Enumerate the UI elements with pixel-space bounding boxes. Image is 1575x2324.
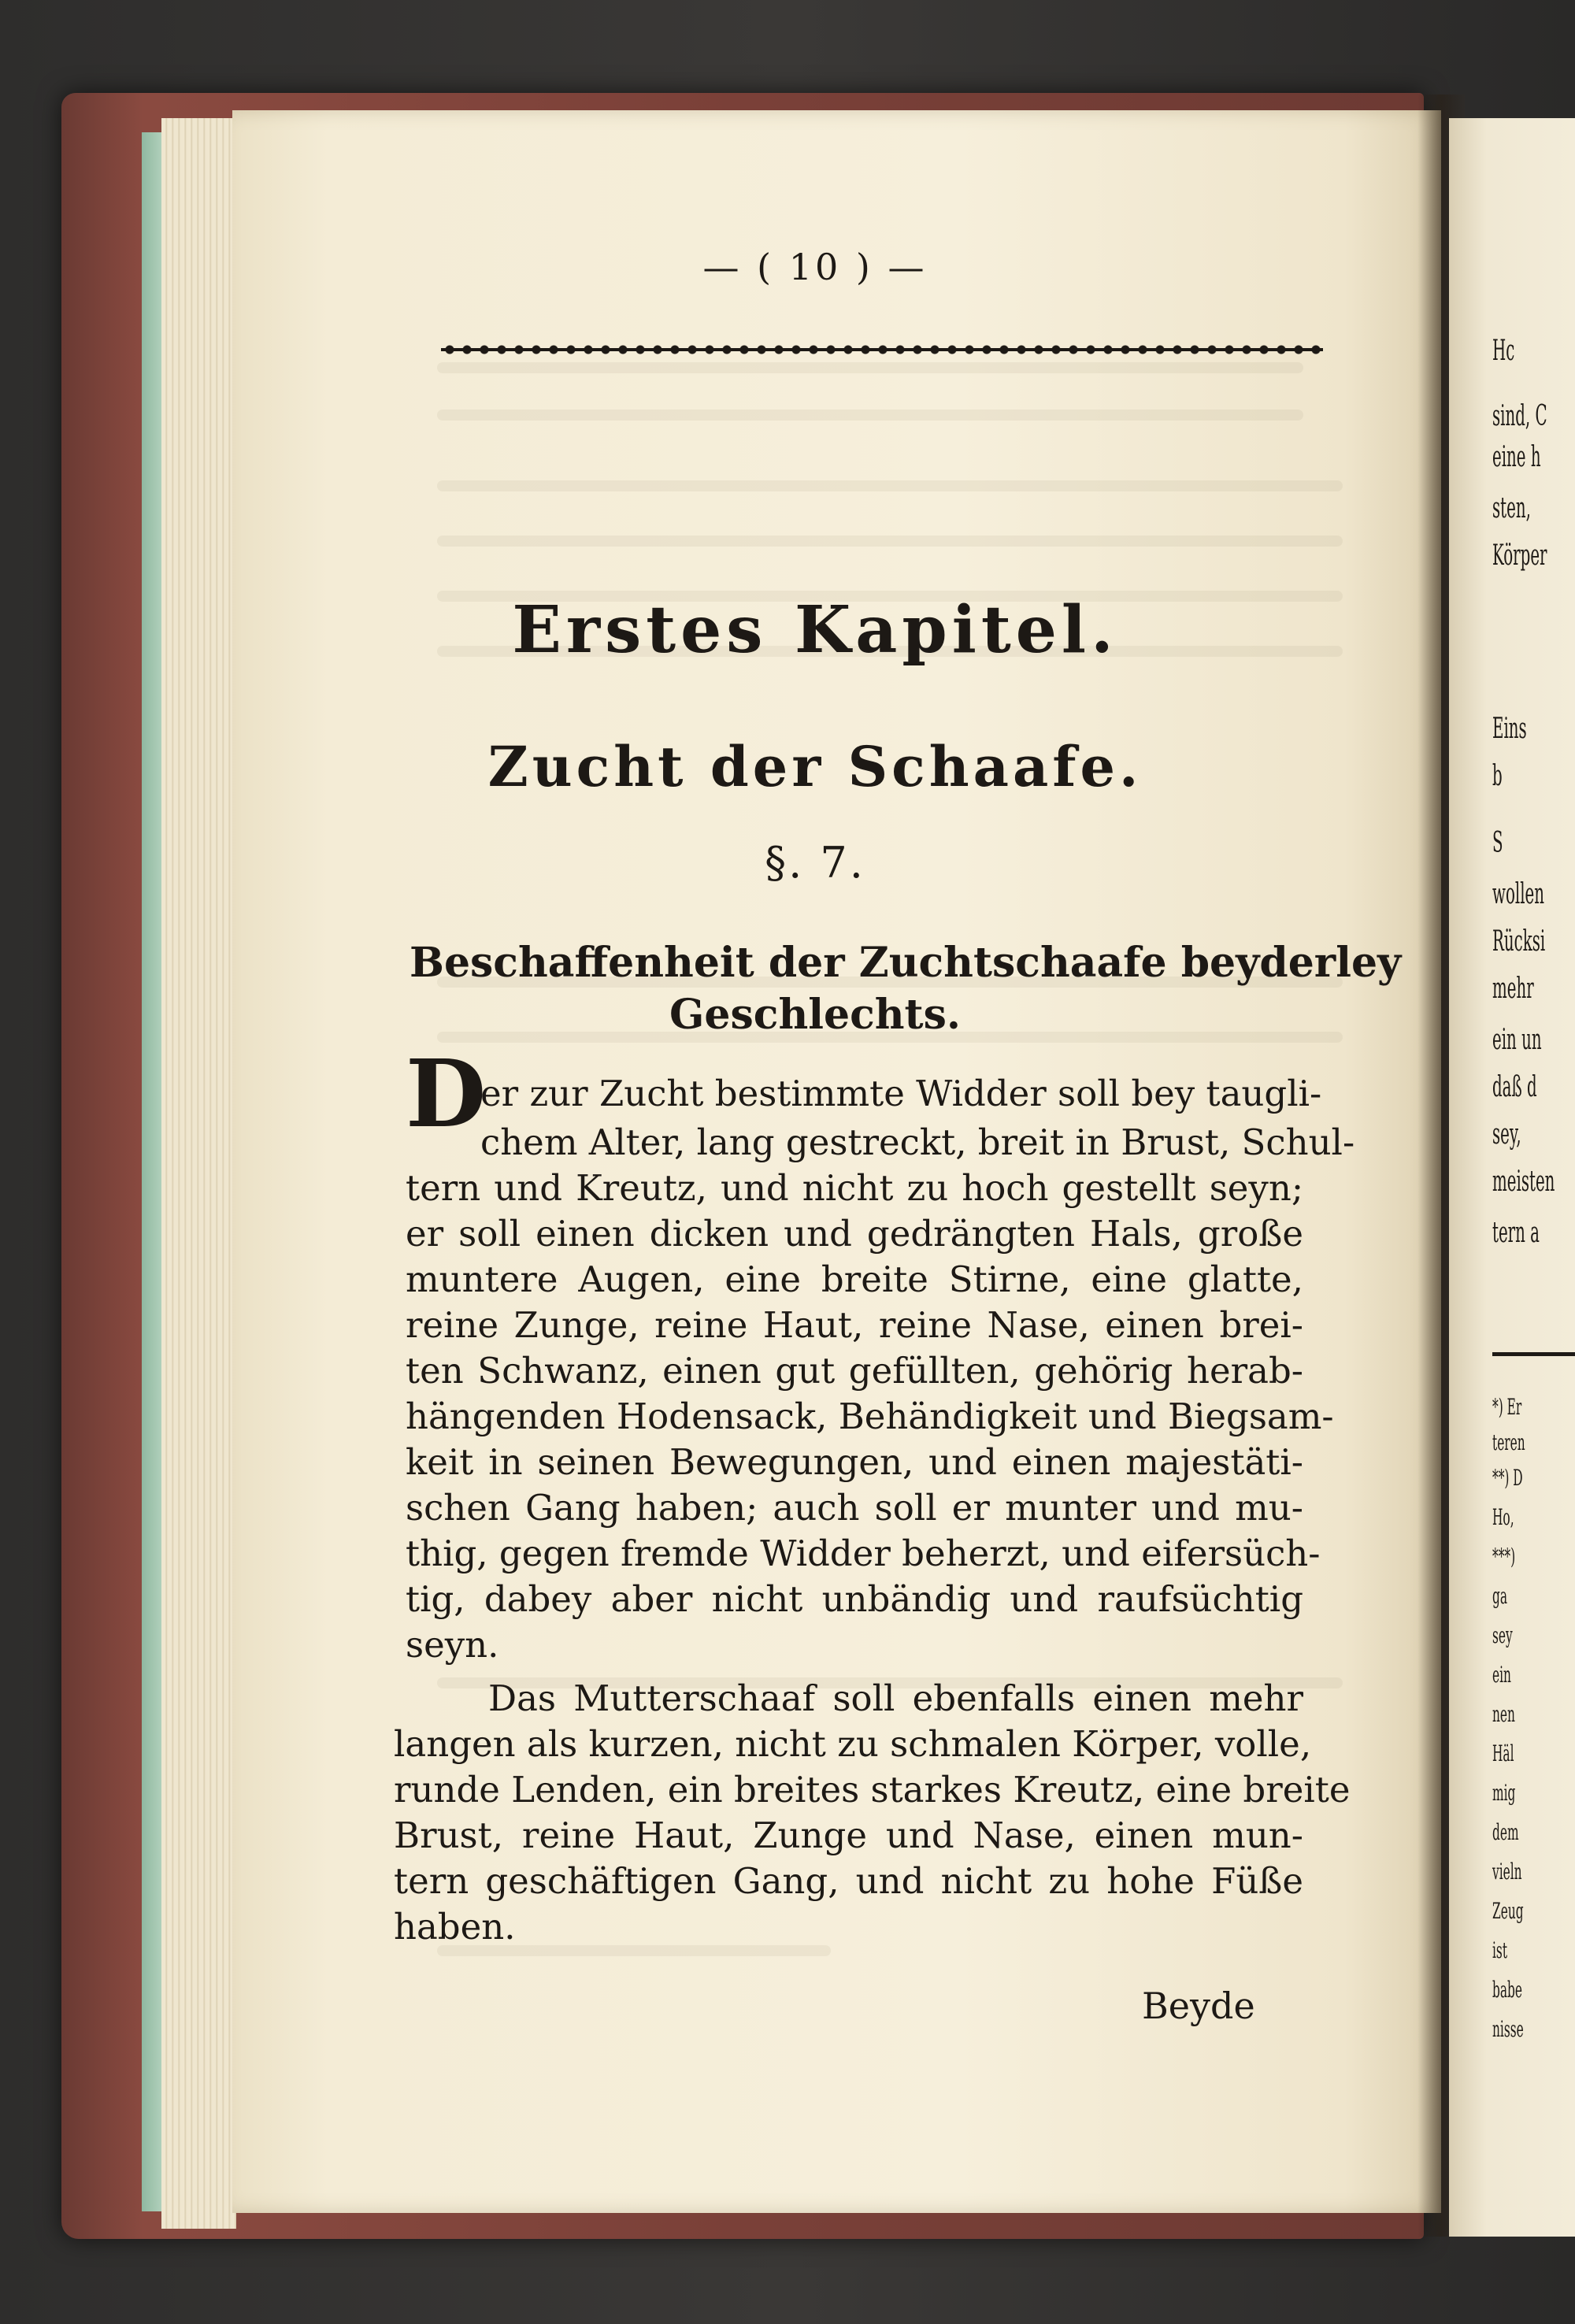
body-line: tig, dabey aber nicht unbändig und raufsüchtig	[406, 1578, 1303, 1620]
next-page-footnote: Zeug	[1492, 1898, 1524, 1924]
body-line: ten Schwanz, einen gut gefüllten, gehörig herab-	[406, 1350, 1303, 1392]
next-page-fragment: Rücksi	[1492, 925, 1546, 958]
next-page-fragment: b	[1492, 760, 1503, 792]
body-line: hängenden Hodensack, Behändigkeit und Biegsam-	[406, 1396, 1334, 1437]
next-page-fragment: sten,	[1492, 492, 1531, 524]
next-page-footnote: ein	[1492, 1662, 1511, 1688]
next-page-footnote: teren	[1492, 1429, 1525, 1455]
next-page-fragment: Eins	[1492, 713, 1527, 745]
next-page-footnote: ist	[1492, 1937, 1508, 1963]
drop-cap: D	[406, 1039, 487, 1148]
next-page-fragment: sind, C	[1492, 400, 1547, 432]
body-line: haben.	[394, 1906, 516, 1948]
next-page-fragment: mehr	[1492, 973, 1534, 1005]
next-page-fragment: Körper	[1492, 539, 1547, 572]
next-page-fragment: eine h	[1492, 441, 1541, 473]
body-line: muntere Augen, eine breite Stirne, eine glatte,	[406, 1258, 1303, 1300]
body-line: chem Alter, lang gestreckt, breit in Brust, Schul-	[480, 1121, 1355, 1163]
next-page-footnote: babe	[1492, 1977, 1523, 2003]
body-line: runde Lenden, ein breites starkes Kreutz, eine breite	[394, 1769, 1351, 1811]
page-edges	[161, 118, 236, 2229]
body-line: reine Zunge, reine Haut, reine Nase, einen brei-	[406, 1304, 1303, 1346]
paragraph-number: §. 7.	[765, 838, 865, 888]
chapter-title: Erstes Kapitel.	[512, 592, 1118, 668]
body-line: thig, gegen fremde Widder beherzt, und eifersüch-	[406, 1533, 1321, 1574]
body-line: seyn.	[406, 1624, 499, 1666]
next-page-footnote: vieln	[1492, 1859, 1522, 1885]
body-line: Das Mutterschaaf soll ebenfalls einen mehr	[488, 1677, 1303, 1719]
subheading-line: Beschaffenheit der Zuchtschaafe beyderley	[410, 939, 1402, 987]
next-page-footnote: Häl	[1492, 1740, 1514, 1766]
next-page-footnote: ***)	[1492, 1544, 1516, 1570]
next-page-footnote: *) Er	[1492, 1394, 1522, 1420]
subheading-line: Geschlechts.	[669, 991, 961, 1039]
body-line: keit in seinen Bewegungen, und einen majestäti-	[406, 1441, 1303, 1483]
body-line: Brust, reine Haut, Zunge und Nase, einen mun-	[394, 1814, 1303, 1856]
body-line: langen als kurzen, nicht zu schmalen Körper, volle,	[394, 1723, 1312, 1765]
next-page-footnote: dem	[1492, 1819, 1519, 1845]
next-page-fragment: daß d	[1492, 1071, 1537, 1103]
next-page-footnote: ga	[1492, 1583, 1508, 1609]
body-line: tern und Kreutz, und nicht zu hoch gestellt seyn;	[406, 1167, 1303, 1209]
next-page-fragment: wollen	[1492, 878, 1545, 910]
next-page-footnote: nisse	[1492, 2016, 1524, 2042]
ornamental-rule	[441, 335, 1323, 364]
next-page-footnote: Ho,	[1492, 1504, 1514, 1530]
next-page-fragment: S	[1492, 827, 1503, 859]
body-line: schen Gang haben; auch soll er munter und mu-	[406, 1487, 1303, 1529]
next-page-fragment: meisten	[1492, 1166, 1555, 1198]
body-line: er zur Zucht bestimmte Widder soll bey taugli-	[480, 1073, 1322, 1114]
section-heading: Zucht der Schaafe.	[487, 734, 1143, 799]
next-page-fragment: Hc	[1492, 335, 1515, 367]
body-line: tern geschäftigen Gang, und nicht zu hohe Füße	[394, 1860, 1303, 1902]
page-number: — ( 10 ) —	[702, 246, 928, 288]
catchword: Beyde	[1142, 1985, 1255, 2027]
footnote-rule	[1492, 1352, 1575, 1356]
next-page-fragment: ein un	[1492, 1024, 1542, 1056]
next-page-footnote: sey	[1492, 1622, 1513, 1648]
next-page-footnote: nen	[1492, 1701, 1515, 1727]
next-page-footnote: mig	[1492, 1780, 1516, 1806]
body-line: er soll einen dicken und gedrängten Hals, große	[406, 1213, 1303, 1255]
next-page-fragment: sey,	[1492, 1118, 1521, 1151]
next-page-fragment: tern a	[1492, 1217, 1540, 1249]
next-page-footnote: **) D	[1492, 1465, 1523, 1491]
